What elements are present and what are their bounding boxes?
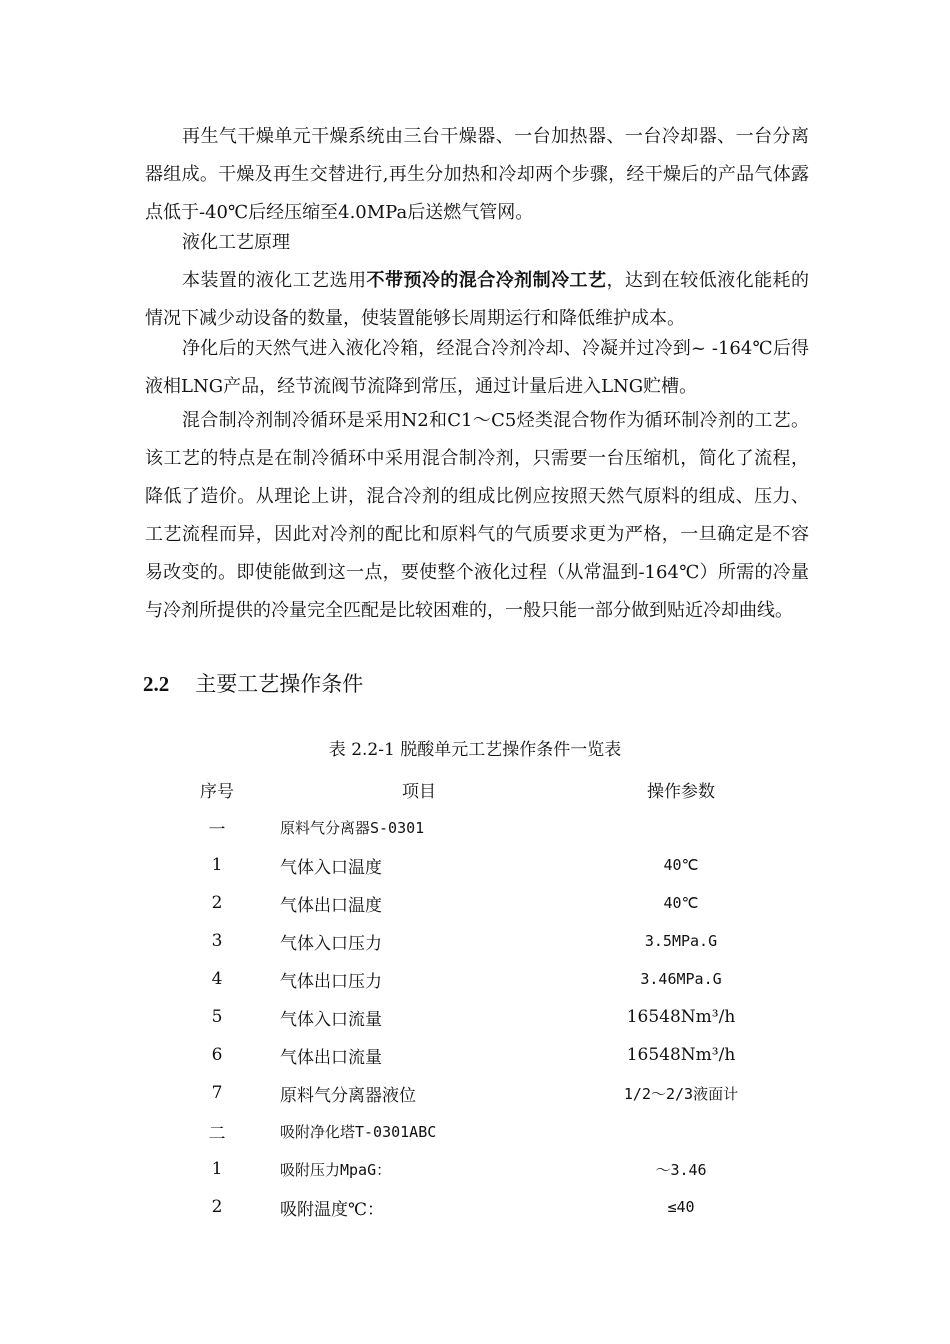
table-caption: 表 2.2-1 脱酸单元工艺操作条件一览表	[328, 740, 622, 760]
table-row	[172, 1036, 786, 1074]
cell-value: ～3.46	[655, 1160, 707, 1179]
table-row	[172, 1188, 786, 1226]
table-row	[172, 1112, 786, 1150]
cell-item: 气体出口压力	[280, 971, 382, 992]
cell-value: 40℃	[663, 894, 699, 912]
cell-value: 1/2～2/3液面计	[623, 1084, 739, 1103]
cell-item: 吸附净化塔T-0301ABC	[280, 1122, 437, 1141]
cell-value: ≤40	[667, 1198, 695, 1216]
cell-no: 5	[211, 1007, 223, 1027]
cell-no: 一	[208, 819, 226, 840]
cell-item: 原料气分离器S-0301	[280, 818, 425, 837]
cell-value: 16548Nm³/h	[626, 1045, 736, 1065]
cell-item: 气体出口流量	[280, 1047, 382, 1068]
header-item: 项目	[402, 781, 436, 802]
section-heading	[143, 666, 363, 702]
table-row	[172, 960, 786, 998]
cell-no: 2	[211, 1197, 223, 1217]
table-row	[172, 884, 786, 922]
table-row	[172, 1150, 786, 1188]
cell-value: 16548Nm³/h	[626, 1007, 736, 1027]
cell-item: 原料气分离器液位	[280, 1085, 416, 1106]
text-run: ，达到在较低液化能耗的情况下减少动设备的数量，使装置能够长周期运行和降低维护成本。	[145, 270, 810, 329]
cell-item: 气体入口压力	[280, 933, 382, 954]
bold-text-run: 不带预冷的混合冷剂制冷工艺	[366, 270, 607, 291]
table-row	[172, 846, 786, 884]
cell-item: 吸附压力MpaG：	[280, 1160, 392, 1179]
cell-no: 3	[211, 931, 223, 951]
cell-value	[576, 808, 786, 846]
cell-no: 6	[211, 1045, 223, 1065]
cell-item: 气体入口流量	[280, 1009, 382, 1030]
cell-value: 3.46MPa.G	[640, 970, 722, 988]
table-header-row	[172, 770, 786, 808]
cell-no: 二	[208, 1123, 226, 1144]
cell-item: 气体出口温度	[280, 895, 382, 916]
header-no: 序号	[200, 781, 234, 802]
paragraph-purified-gas: 净化后的天然气进入液化冷箱，经混合冷剂冷却、冷凝并过冷到~ -164℃后得液相LNG产品，经节流阀节流降到常压，通过计量后进入LNG贮槽。	[145, 338, 809, 397]
table-row	[172, 808, 786, 846]
table-row	[172, 1074, 786, 1112]
cell-no: 1	[211, 1159, 223, 1179]
cell-no: 1	[211, 855, 223, 875]
cell-value: 40℃	[663, 856, 699, 874]
operating-conditions-table	[172, 770, 786, 1226]
paragraph-mixed-refrigerant: 混合制冷剂制冷循环是采用N2和C1～C5烃类混合物作为循环制冷剂的工艺。该工艺的特点是在制冷循环中采用混合制冷剂，只需要一台压缩机，简化了流程，降低了造价。从理论上讲，混合冷剂的组成比例应按照天然气原料的组成、压力、工艺流程而异，因此对冷剂的配比和原料气的气质要求更为严格，一旦确定是不容易改变的。即使能做到这一点，要使整个液化过程（从常温到-164℃）所需的冷量与冷剂所提供的冷量完全匹配是比较困难的，一般只能一部分做到贴近冷却曲线。	[145, 410, 809, 621]
paragraph-liquefaction-principle-title: 液化工艺原理	[182, 232, 290, 253]
cell-item: 气体入口温度	[280, 857, 382, 878]
cell-value: 3.5MPa.G	[644, 932, 718, 950]
cell-no: 7	[211, 1083, 223, 1103]
paragraph-drying-system: 再生气干燥单元干燥系统由三台干燥器、一台加热器、一台冷却器、一台分离器组成。干燥及再生交替进行,再生分加热和冷却两个步骤，经干燥后的产品气体露点低于-40℃后经压缩至4.0MPa后送燃气管网。	[145, 126, 809, 223]
table-row	[172, 998, 786, 1036]
cell-item: 吸附温度℃：	[280, 1199, 385, 1220]
text-run: 本装置的液化工艺选用	[182, 270, 367, 291]
section-title: 主要工艺操作条件	[195, 672, 364, 696]
section-number: 2.2	[143, 672, 170, 696]
table-row	[172, 922, 786, 960]
cell-value	[576, 1112, 786, 1150]
cell-no: 4	[211, 969, 223, 989]
paragraph-liquefaction-process	[145, 262, 809, 338]
cell-no: 2	[211, 893, 223, 913]
header-value: 操作参数	[647, 781, 715, 802]
